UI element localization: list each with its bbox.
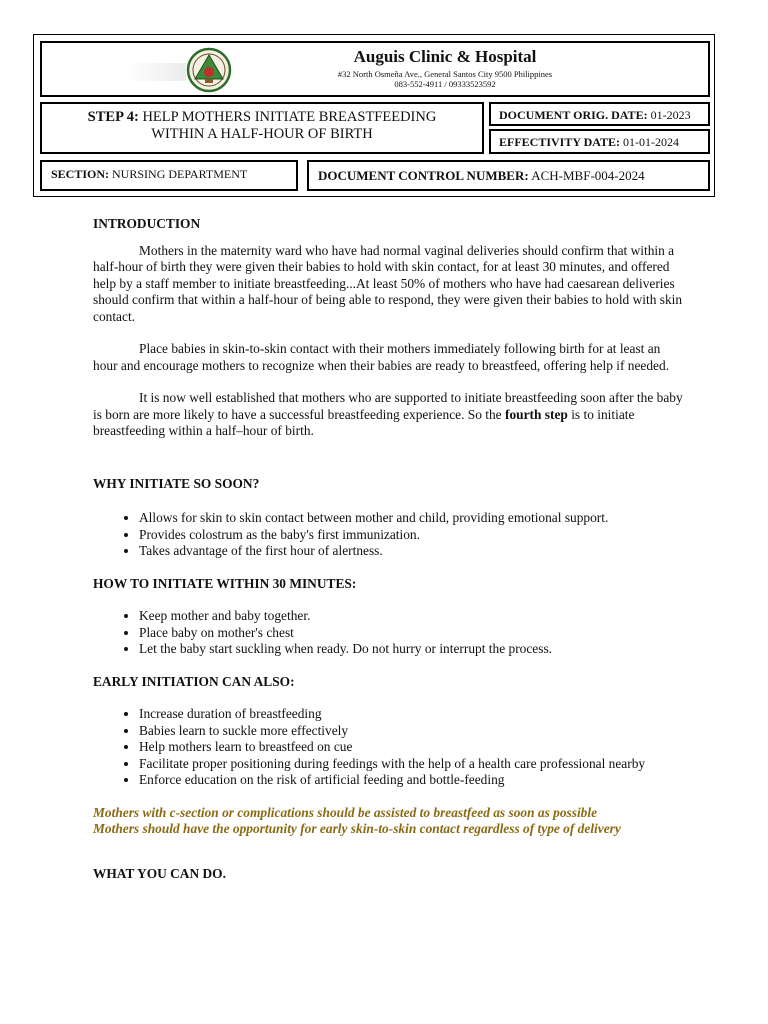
effectivity-date-box (489, 129, 710, 154)
orig-date-box (489, 102, 710, 126)
clinic-name: Auguis Clinic & Hospital (353, 47, 537, 66)
list-item: • Facilitate proper positioning during feedings with the help of a health care professional nearby (139, 756, 683, 773)
list-item: • Help mothers learn to breastfeed on cue (139, 739, 683, 756)
list-item: • Place baby on mother's chest (139, 625, 683, 642)
list-item: • Allows for skin to skin contact between mother and child, providing emotional support. (139, 510, 683, 527)
list-item: • Provides colostrum as the baby's first immunization. (139, 527, 683, 544)
intro-paragraph-1: Mothers in the maternity ward who have had normal vaginal deliveries should confirm that within a half-hour of birth they were given their babies to hold with skin contact, for at least 30 minutes, and offered help by a staff member to initiate breastfeeding...At least 50% of mothers who have had caesarean deliveries should confirm that within a half-hour of being able to respond, they were given their babies to hold with skin contact. (93, 242, 683, 324)
clinic-address-block (42, 69, 708, 89)
orig-date-label: DOCUMENT ORIG. DATE: (499, 108, 648, 122)
how-list (93, 608, 683, 658)
section-label: SECTION: (51, 167, 110, 181)
early-heading: EARLY INITIATION CAN ALSO: (93, 673, 295, 689)
section-box (40, 160, 298, 191)
clinic-phones: 083-552-4911 / 09333523592 (394, 79, 496, 89)
eff-date-label: EFFECTIVITY DATE: (499, 135, 621, 149)
intro-heading: INTRODUCTION (93, 216, 201, 231)
intro-p3-after: is to initiate breastfeeding within a half–hour of birth. (93, 406, 635, 438)
list-item: • Takes advantage of the first hour of alertness. (139, 543, 683, 560)
intro-paragraph-3 (93, 390, 683, 440)
orig-date-value: 01-2023 (650, 108, 691, 122)
why-list (93, 510, 683, 560)
clinic-header-box (40, 41, 710, 97)
list-item: • Let the baby start suckling when ready. Do not hurry or interrupt the process. (139, 641, 683, 658)
step-title-line1: HELP MOTHERS INITIATE BREASTFEEDING (142, 109, 437, 125)
list-item: • Enforce education on the risk of artificial feeding and bottle-feeding (139, 772, 683, 789)
step-label: STEP 4: (87, 109, 139, 125)
section-value: NURSING DEPARTMENT (112, 167, 248, 181)
how-heading: HOW TO INITIATE WITHIN 30 MINUTES: (93, 575, 357, 591)
list-item: • Increase duration of breastfeeding (139, 706, 683, 723)
step-title-box (40, 102, 484, 154)
intro-paragraph-2: Place babies in skin-to-skin contact with their mothers immediately following birth for at least an hour and encourage mothers to recognize when their babies are ready to breastfeed, offering help if needed. (93, 341, 670, 373)
c-section-note: Mothers with c-section or complications should be assisted to breastfeed as soon as possible (93, 804, 598, 820)
document-header-frame (33, 34, 715, 197)
what-you-can-do-heading: WHAT YOU CAN DO. (93, 865, 226, 881)
list-item: • Keep mother and baby together. (139, 608, 683, 625)
control-label: DOCUMENT CONTROL NUMBER: (318, 168, 529, 183)
fourth-step-emphasis: fourth step (504, 406, 568, 422)
early-list (93, 706, 683, 789)
step-title (42, 109, 482, 143)
skin-contact-note: Mothers should have the opportunity for early skin-to-skin contact regardless of type of delivery (93, 821, 621, 836)
why-heading: WHY INITIATE SO SOON? (93, 475, 260, 491)
eff-date-value: 01-01-2024 (623, 135, 680, 149)
list-item: • Babies learn to suckle more effectively (139, 723, 683, 740)
control-value: ACH-MBF-004-2024 (531, 168, 645, 183)
step-title-line2: WITHIN A HALF-HOUR OF BIRTH (151, 126, 373, 142)
intro-p3-before: It is now well established that mothers who are supported to initiate breastfeeding soon after the baby is born are more likely to have a successful breastfeeding experience. So the (93, 390, 683, 422)
clinic-address: #32 North Osmeña Ave., General Santos City 9500 Philippines (337, 69, 553, 79)
document-body (93, 216, 683, 882)
control-number-box (307, 160, 710, 191)
